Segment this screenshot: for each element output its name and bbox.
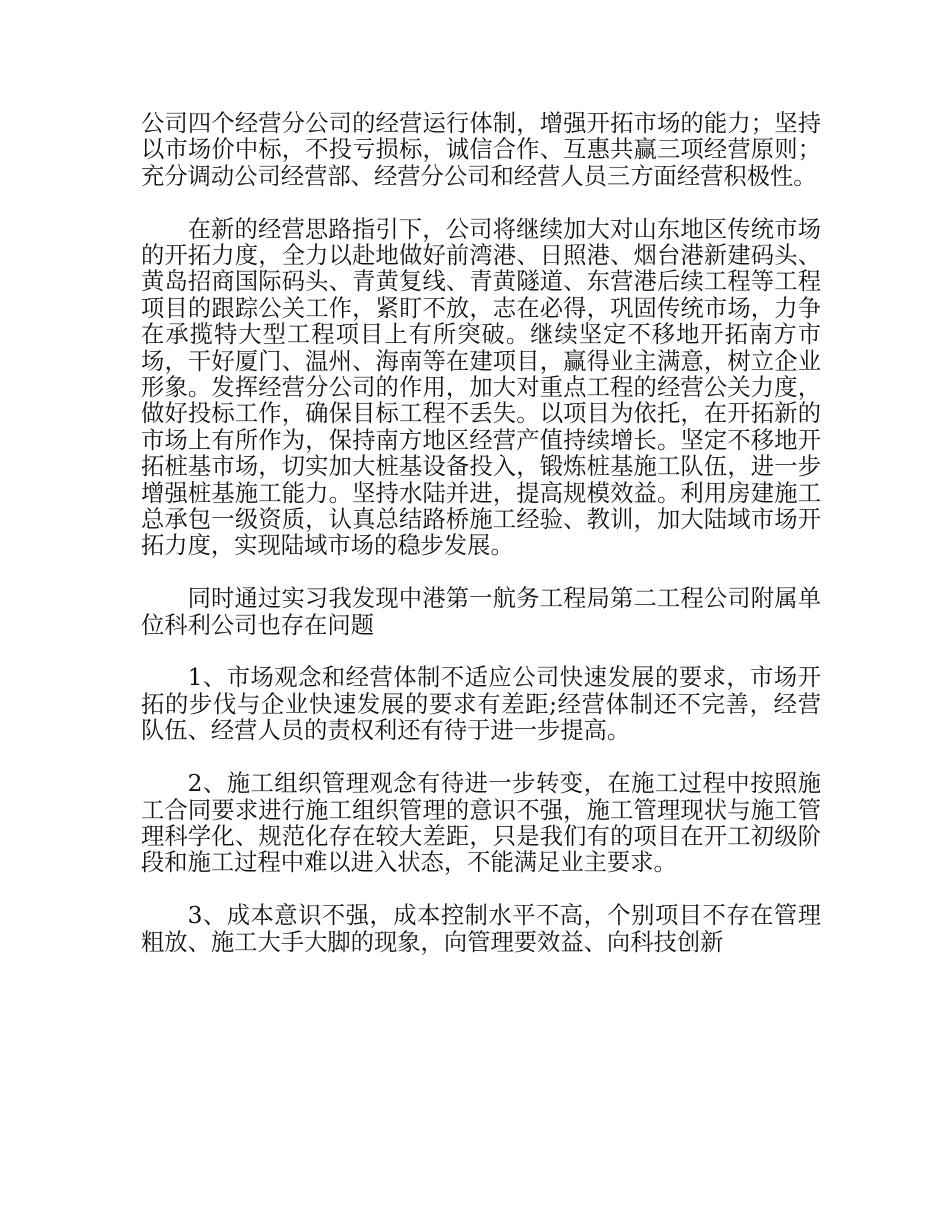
paragraph-problem-3: 3、成本意识不强，成本控制水平不高，个别项目不存在管理粗放、施工大手大脚的现象，向管理要效益、向科技创新 [141, 902, 821, 956]
paragraph-problem-1: 1、市场观念和经营体制不适应公司快速发展的要求，市场开拓的步伐与企业快速发展的要求有差距;经营体制还不完善，经营队伍、经营人员的责权利还有待于进一步提高。 [141, 664, 821, 745]
document-body [141, 111, 821, 982]
paragraph-continued: 公司四个经营分公司的经营运行体制，增强开拓市场的能力；坚持以市场价中标，不投亏损标，诚信合作、互惠共赢三项经营原则；充分调动公司经营部、经营分公司和经营人员三方面经营积极性。 [141, 110, 821, 190]
paragraph-problems-intro: 同时通过实习我发现中港第一航务工程局第二工程公司附属单位科利公司也存在问题 [141, 585, 821, 639]
paragraph-business-strategy: 在新的经营思路指引下，公司将继续加大对山东地区传统市场的开拓力度，全力以赴地做好前湾港、日照港、烟台港新建码头、黄岛招商国际码头、青黄复线、青黄隧道、东营港后续工程等工程项目的跟踪公关工作，紧盯不放，志在必得，巩固传统市场，力争在承揽特大型工程项目上有所突破。继续坚定不移地开拓南方市场，干好厦门、温州、海南等在建项目，赢得业主满意，树立企业形象。发挥经营分公司的作用，加大对重点工程的经营公关力度，做好投标工作，确保目标工程不丢失。以项目为依托，在开拓新的市场上有所作为，保持南方地区经营产值持续增长。坚定不移地开拓桩基市场，切实加大桩基设备投入，锻炼桩基施工队伍，进一步增强桩基施工能力。坚持水陆并进，提高规模效益。利用房建施工总承包一级资质，认真总结路桥施工经验、教训，加大陆域市场开拓力度，实现陆域市场的稳步发展。 [141, 215, 821, 560]
paragraph-problem-2: 2、施工组织管理观念有待进一步转变，在施工过程中按照施工合同要求进行施工组织管理的意识不强，施工管理现状与施工管理科学化、规范化存在较大差距，只是我们有的项目在开工初级阶段和施工过程中难以进入状态，不能满足业主要求。 [141, 770, 821, 877]
